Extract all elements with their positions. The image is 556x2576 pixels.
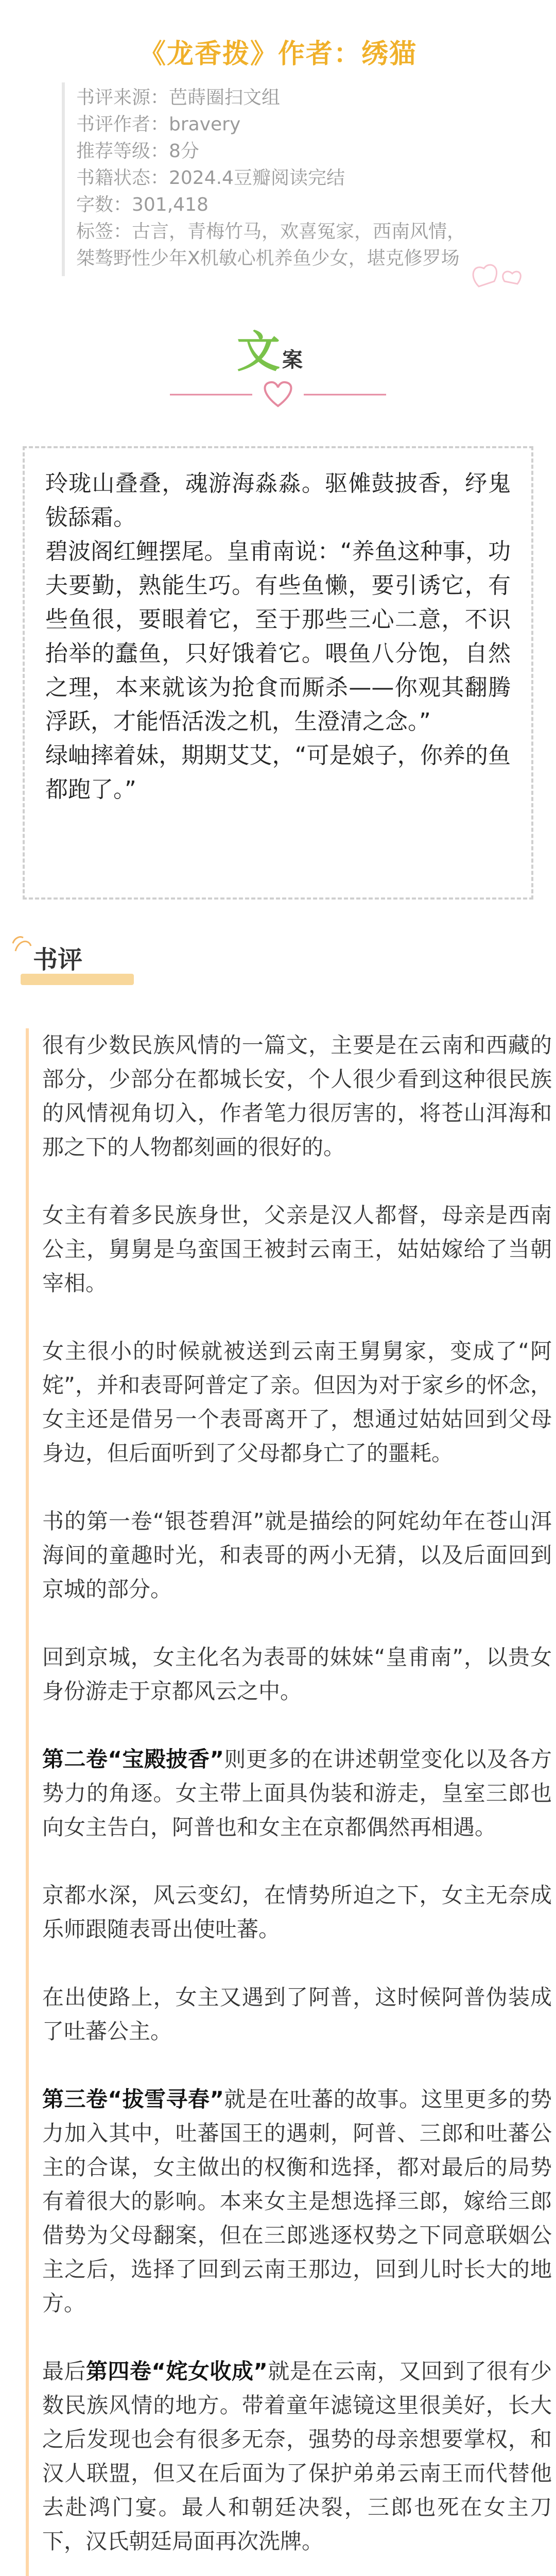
- synopsis-paragraph: 碧波阁红鲤摆尾。皇甫南说：“养鱼这种事，功夫要勤，熟能生巧。有些鱼懒，要引诱它，有些鱼很，要眼着它，至于那些三心二意，不识抬举的蠢鱼，只好饿着它。喂鱼八分饱，自然之理，本来就该为抢食而厮杀——你观其翻腾浮跃，才能悟活泼之机，生澄清之念。”: [45, 538, 511, 735]
- wenan-small-char: 案: [282, 348, 303, 372]
- volume-title: 第三卷“拔雪寻春”: [42, 2087, 224, 2112]
- synopsis-paragraph: 绿岫摔着妹，期期艾艾，“可是娘子，你养的鱼都跑了。”: [45, 742, 511, 803]
- review-paragraph: 很有少数民族风情的一篇文，主要是在云南和西藏的部分，少部分在都城长安，个人很少看到这种很民族的风情视角切入，作者笔力很厉害的，将苍山洱海和那之下的人物都刻画的很好的。: [42, 1032, 552, 1160]
- synopsis-paragraph: 玲珑山叠叠，魂游海淼淼。驱傩鼓披香，纾鬼钹舔霜。: [45, 470, 511, 531]
- info-source: 书评来源：芭蒔圈扫文组: [76, 87, 281, 108]
- review-label: 书评: [33, 945, 83, 974]
- review-text: 最后: [42, 2359, 86, 2384]
- review-paragraph: [42, 2354, 552, 2558]
- review-paragraph: 在出使路上，女主又遇到了阿普，这时候阿普伪装成了吐蕃公主。: [42, 1985, 552, 2044]
- review-text: 就是在吐蕃的故事。这里更多的势力加入其中，吐蕃国王的遇刺，阿普、三郎和吐蕃公主的合谋，女主做出的权衡和选择，都对最后的局势有着很大的影响。本来女主是想选择三郎，嫁给三郎借势为父母翻案，但在三郎逃逐权势之下同意联姻公主之后，选择了回到云南王那边，回到儿时长大的地方。: [42, 2087, 552, 2316]
- review-paragraph: [42, 1742, 552, 1844]
- book-info-block: [62, 82, 519, 276]
- review-label-highlight: [21, 974, 134, 985]
- info-status: 书籍状态：2024.4豆瓣阅读完结: [76, 167, 345, 189]
- review-text: 就是在云南，又回到了很有少数民族风情的地方。带着童年滤镜这里很美好，长大之后发现也会有很多无奈，强势的母亲想要掌权，和汉人联盟，但又在后面为了保护弟弟云南王而代替他去赴鸿门宴。最人和朝廷决裂，三郎也死在女主刀下，汉氏朝廷局面再次洗牌。: [42, 2359, 552, 2554]
- heart-divider-icon: [170, 374, 386, 415]
- review-body: [26, 1028, 552, 2576]
- review-paragraph: [42, 2082, 552, 2320]
- review-paragraph: 京都水深，风云变幻，在情势所迫之下，女主无奈成乐师跟随表哥出使吐蕃。: [42, 1883, 552, 1942]
- wenan-big-char: 文: [237, 326, 281, 377]
- section-header-review: [0, 910, 556, 1013]
- review-paragraph: 女主有着多民族身世，父亲是汉人都督，母亲是西南公主，舅舅是乌蛮国王被封云南王，姑姑嫁给了当朝宰相。: [42, 1202, 552, 1296]
- review-paragraph: 回到京城，女主化名为表哥的妹妹“皇甫南”，以贵女身份游走于京都风云之中。: [42, 1645, 552, 1704]
- volume-title: 第二卷“宝殿披香”: [42, 1747, 224, 1772]
- info-words: 字数：301,418: [76, 194, 208, 215]
- volume-title: 第四卷“姹女收成”: [85, 2359, 268, 2384]
- info-author: 书评作者：bravery: [76, 114, 241, 135]
- info-tags-line-1: 标签：古言，青梅竹马，欢喜冤家，西南风情，: [76, 221, 466, 242]
- book-title: 《龙香拨》作者：绣猫: [138, 39, 417, 70]
- wenan-title: [237, 317, 303, 380]
- review-paragraph: 女主很小的时候就被送到云南王舅舅家，变成了“阿姹”，并和表哥阿普定了亲。但因为对于家乡的怀念，女主还是借另一个表哥离开了，想通过姑姑回到父母身边，但后面听到了父母都身亡了的噩耗。: [42, 1338, 552, 1466]
- info-score: 推荐等级：8分: [76, 141, 199, 162]
- review-paragraph: 书的第一卷“银苍碧洱”就是描绘的阿姹幼年在苍山洱海间的童趣时光，和表哥的两小无猜，以及后面回到京城的部分。: [42, 1509, 552, 1602]
- heart-doodle-icon: [463, 256, 535, 312]
- info-tags-line-2: 桀骜野性少年X机敏心机养鱼少女，堪克修罗场: [76, 248, 460, 269]
- review-text: 则更多的在讲述朝堂变化以及各方势力的角逐。女主带上面具伪装和游走，皇室三郎也向女主告白，阿普也和女主在京都偶然再相遇。: [42, 1747, 552, 1840]
- section-header-wenan: [0, 312, 556, 426]
- synopsis-box: [23, 446, 533, 900]
